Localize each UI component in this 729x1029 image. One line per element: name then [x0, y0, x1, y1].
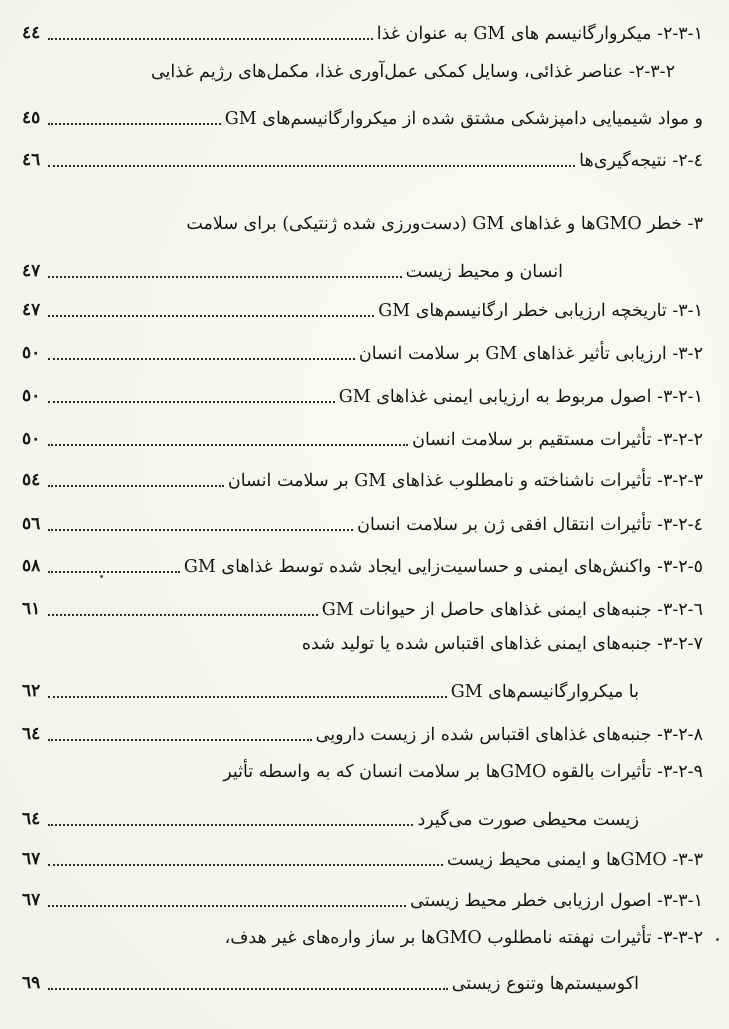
- toc-leader: [48, 485, 224, 487]
- toc-entry-title: ٢-٣- ارزیابی تأثیر غذاهای GM بر سلامت انسان: [358, 344, 703, 364]
- toc-leader: [48, 571, 180, 573]
- toc-entry-continuation: زیست محیطی صورت می‌گیرد: [417, 810, 639, 830]
- toc-leader: [48, 38, 373, 40]
- toc-leader: [48, 696, 447, 698]
- toc-page-number: ٤٧: [22, 261, 41, 281]
- toc-leader: [48, 358, 355, 360]
- toc-leader: [48, 315, 374, 317]
- toc-entry[interactable]: [22, 293, 703, 323]
- toc-entry-title[interactable]: ٩-٢-٣- تأثیرات بالقوه GMOها بر سلامت انسان که به واسطه تأثیر: [223, 762, 703, 782]
- toc-page-number: ٤٤: [22, 23, 41, 43]
- toc-page-number: ٤٧: [22, 300, 41, 320]
- toc-leader: [48, 905, 406, 907]
- toc-page-number: ٥٠: [22, 429, 41, 449]
- toc-entry-title: ٨-٢-٣- جنبه‌های غذاهای اقتباس شده از زیست دارویی: [315, 725, 703, 745]
- toc-entry[interactable]: [22, 254, 563, 284]
- toc-entry-continuation: و مواد شیمیایی دامپزشکی مشتق شده از میکروارگانیسم‌های GM: [224, 109, 703, 129]
- toc-entry-title: ١-٣-٣- اصول ارزیابی خطر محیط زیستی: [410, 891, 703, 911]
- toc-entry-continuation: انسان و محیط زیست: [405, 262, 563, 282]
- toc-entry-title: ١-٣- تاریخچه ارزیابی خطر ارگانیسم‌های GM: [378, 301, 703, 321]
- toc-entry[interactable]: [22, 842, 703, 872]
- toc-entry-title[interactable]: ٧-٢-٣- جنبه‌های ایمنی غذاهای اقتباس شده یا تولید شده: [301, 634, 703, 654]
- toc-entry[interactable]: [22, 379, 703, 409]
- toc-entry-title: ١-٢-٣- اصول مربوط به ارزیابی ایمنی غذاهای GM: [338, 387, 703, 407]
- margin-speck: [716, 938, 719, 941]
- toc-page-number: ٦٤: [22, 809, 41, 829]
- toc-page-number: ٦٧: [22, 890, 41, 910]
- toc-page-number: ٦١: [22, 599, 41, 619]
- toc-page-number: ٦٧: [22, 849, 41, 869]
- toc-entry-title: ٥-٢-٣- واکنش‌های ایمنی و حساسیت‌زایی ایجاد شده توسط غذاهای GM: [183, 557, 703, 577]
- toc-entry[interactable]: [22, 507, 703, 537]
- toc-section-title[interactable]: ٣- خطر GMOها و غذاهای GM (دست‌ورزی شده ژنتیکی) برای سلامت: [186, 214, 703, 234]
- toc-leader: [48, 276, 402, 278]
- toc-entry-title[interactable]: ٢-٣-٣- تأثیرات نهفته نامطلوب GMOها بر ساز وارەهای غیر هدف،: [224, 928, 703, 948]
- toc-leader: [48, 123, 221, 125]
- toc-entry-continuation: با میکروارگانیسم‌های GM: [450, 682, 639, 702]
- toc-page-number: ٥٤: [22, 470, 41, 490]
- toc-page-number: ٤٦: [22, 150, 41, 170]
- toc-entry-continuation: اکوسیستم‌ها وتنوع زیستی: [451, 974, 639, 994]
- toc-page-number: ٥٦: [22, 514, 41, 534]
- toc-entry[interactable]: [22, 674, 639, 704]
- toc-leader: [48, 401, 335, 403]
- toc-leader: [48, 614, 318, 616]
- toc-entry[interactable]: [22, 143, 703, 173]
- toc-page-number: ٦٤: [22, 724, 41, 744]
- toc-entry[interactable]: [22, 966, 639, 996]
- toc-leader: [48, 988, 448, 990]
- toc-page-number: ٤٥: [22, 108, 41, 128]
- toc-page-number: ٥٨: [22, 556, 41, 576]
- toc-entry[interactable]: [22, 336, 703, 366]
- toc-entry-title: ٤-٢-٣- تأثیرات انتقال افقی ژن بر سلامت انسان: [357, 515, 703, 535]
- toc-page-number: ٥٠: [22, 386, 41, 406]
- toc-entry[interactable]: [22, 883, 703, 913]
- toc-entry[interactable]: [22, 101, 703, 131]
- toc-leader: [48, 824, 413, 826]
- toc-entry[interactable]: [22, 717, 703, 747]
- toc-entry[interactable]: [22, 802, 639, 832]
- toc-leader: [48, 165, 575, 167]
- toc-page-number: ٦٢: [22, 681, 41, 701]
- toc-entry-title: ٣-٢-٣- تأثیرات ناشناخته و نامطلوب غذاهای GM بر سلامت انسان: [227, 471, 703, 491]
- toc-entry[interactable]: [22, 16, 703, 46]
- toc-page-number: ٦٩: [22, 973, 41, 993]
- toc-entry-title: ٦-٢-٣- جنبه‌های ایمنی غذاهای حاصل از حیوانات GM: [321, 600, 703, 620]
- toc-entry-title[interactable]: ٢-٣-٢- عناصر غذائی، وسایل کمکی عمل‌آوری غذا، مکمل‌های رژیم غذایی: [150, 62, 675, 82]
- toc-leader: [48, 739, 312, 741]
- toc-entry[interactable]: [22, 463, 703, 493]
- toc-entry[interactable]: [22, 549, 703, 579]
- toc-page-number: ٥٠: [22, 343, 41, 363]
- margin-speck: [100, 575, 103, 578]
- toc-entry-title: ٣-٣- GMOها و ایمنی محیط زیست: [446, 850, 703, 870]
- toc-entry[interactable]: [22, 592, 703, 622]
- toc-entry[interactable]: [22, 422, 703, 452]
- toc-leader: [48, 529, 353, 531]
- toc-entry-title: ١-٣-٢- میکروارگانیسم های GM به عنوان غذا: [376, 24, 703, 44]
- toc-entry-title: ٢-٢-٣- تأثیرات مستقیم بر سلامت انسان: [412, 430, 703, 450]
- toc-leader: [48, 444, 408, 446]
- toc-leader: [48, 864, 443, 866]
- toc-entry-title: ٤-٢- نتیجه‌گیری‌ها: [579, 151, 703, 171]
